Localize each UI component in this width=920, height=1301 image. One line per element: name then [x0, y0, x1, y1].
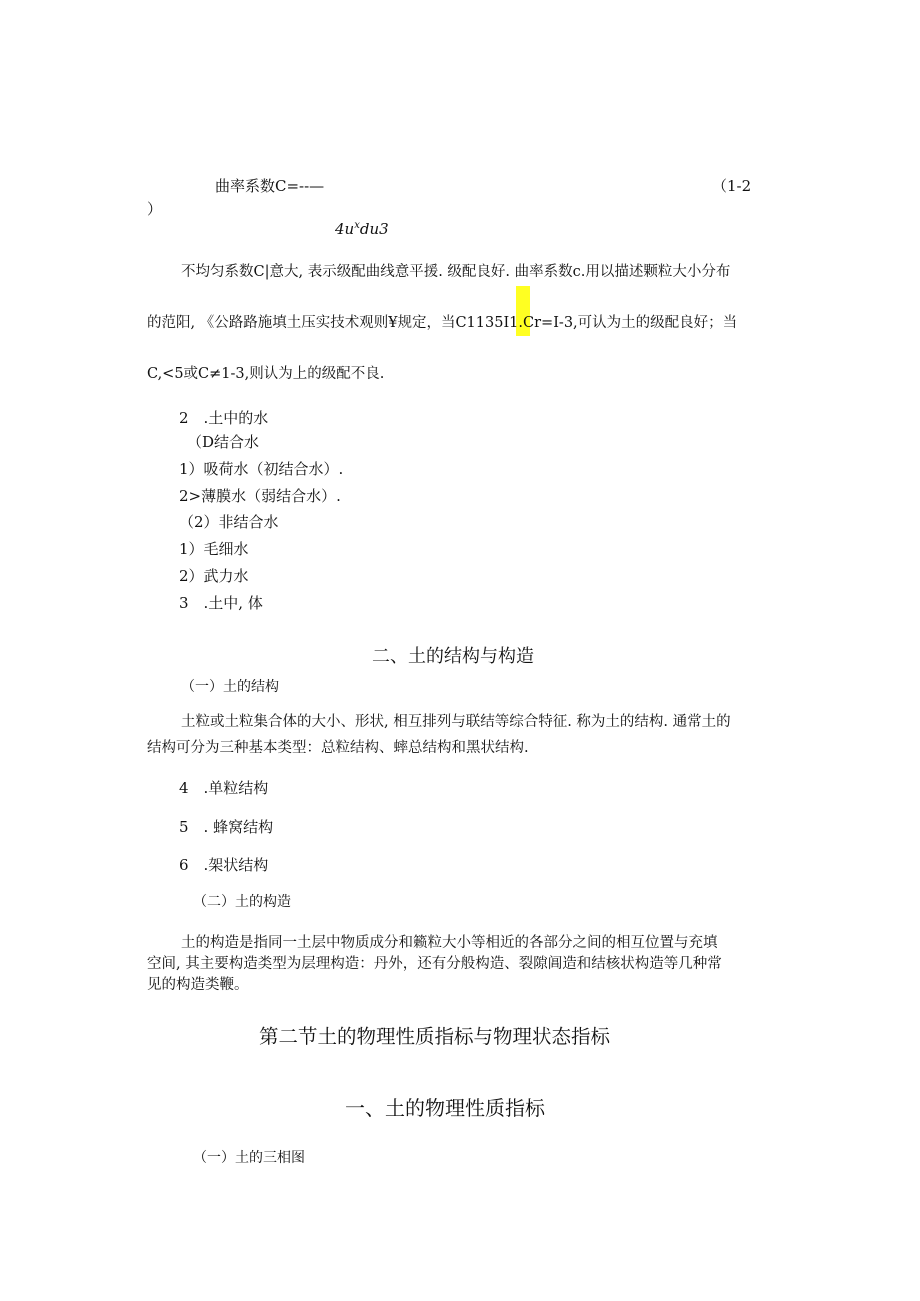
- formula-label: 曲率系数C=--—: [215, 177, 325, 195]
- list-item: 2>薄膜水（弱结合水）.: [179, 487, 341, 505]
- list-item: （2）非结合水: [179, 513, 279, 531]
- formula-denominator-base: 4u: [335, 220, 355, 238]
- paragraph-line: 结构可分为三种基本类型：总粒结构、蟀总结构和黑状结构.: [147, 740, 529, 756]
- list-item: 2）武力水: [179, 567, 249, 585]
- formula-denominator-sup: x: [354, 220, 360, 231]
- paragraph-line: [147, 313, 737, 333]
- section-heading: 二、土的结构与构造: [372, 646, 534, 667]
- paragraph-text: 的范阳, 《公路路施填土压实技术观则¥规定，当C: [147, 315, 467, 331]
- paragraph-line: 不均匀系数C|意大, 表示级配曲线意平援. 级配良好. 曲率系数c.用以描述颗粒大小分布: [181, 264, 731, 280]
- list-item: 1）毛细水: [179, 540, 249, 558]
- paragraph-line: 土的构造是指同一土层中物质成分和籁粒大小等相近的各部分之间的相互位置与充填: [181, 935, 718, 951]
- subsection-heading: （一）土的结构: [181, 679, 279, 695]
- chapter-title: 第二节土的物理性质指标与物理状态指标: [259, 1025, 611, 1048]
- subsection-heading: （一）土的三相图: [193, 1150, 305, 1166]
- list-item: 5 . 蜂窝结构: [179, 818, 274, 836]
- section-heading: 一、土的物理性质指标: [345, 1096, 545, 1120]
- paragraph-line: C,<5或C≠1-3,则认为上的级配不良.: [147, 366, 385, 382]
- paragraph-line: 土粒或土粒集合体的大小、形状, 相互排列与联结等综合特征. 称为土的结构. 通常土的: [181, 714, 731, 730]
- formula-number: （1-2: [712, 177, 752, 195]
- subsection-heading: （二）土的构造: [193, 894, 291, 910]
- list-item: 6 .架状结构: [179, 856, 269, 874]
- formula-number-close: ）: [147, 200, 163, 218]
- paragraph-text: Cr=I-3,可认为土的级配良好；当: [523, 315, 738, 331]
- paragraph-text-highlighted: 1135I1.: [466, 315, 524, 331]
- list-item: 4 .单粒结构: [179, 779, 269, 797]
- formula-denominator: [335, 216, 389, 239]
- list-item: 1）吸荷水（初结合水）.: [179, 460, 344, 478]
- list-item: （D结合水: [187, 433, 260, 451]
- paragraph-line: 空间, 其主要构造类型为层理构造：丹外，还有分般构造、裂隙阊造和结核状构造等几种常: [147, 956, 722, 972]
- list-item: 3 .土中, 体: [179, 594, 263, 612]
- formula-denominator-tail: du3: [359, 220, 389, 238]
- list-item: 2 .土中的水: [179, 409, 269, 427]
- paragraph-line: 见的构造类鞭。: [147, 977, 249, 993]
